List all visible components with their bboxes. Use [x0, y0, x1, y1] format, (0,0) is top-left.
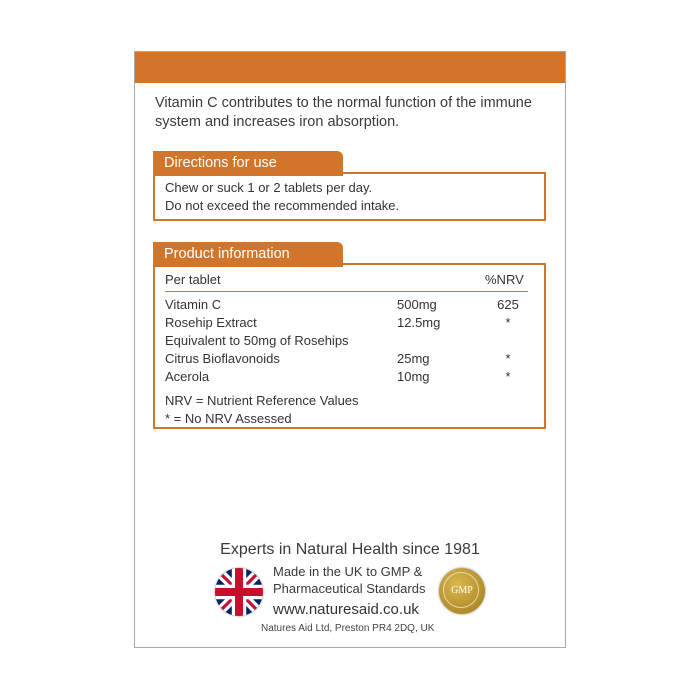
- header-per-tablet: Per tablet: [165, 272, 221, 287]
- made-line: Made in the UK to GMP &: [273, 564, 423, 579]
- table-row: [165, 332, 528, 350]
- note-line: * = No NRV Assessed: [165, 411, 292, 426]
- ingredient-name: Acerola: [165, 369, 210, 384]
- directions-body: [165, 179, 399, 215]
- ingredient-nrv: *: [505, 315, 511, 330]
- table-row: [165, 314, 528, 332]
- ingredient-name: Vitamin C: [165, 297, 222, 312]
- product-label-panel: [134, 51, 566, 648]
- table-notes: [165, 392, 528, 428]
- top-accent-bar: [135, 52, 565, 83]
- gmp-seal-label: GMP: [451, 585, 473, 596]
- ingredient-amount: 25mg: [397, 351, 430, 366]
- ingredient-amount: 10mg: [397, 369, 430, 384]
- ingredient-name: Citrus Bioflavonoids: [165, 351, 280, 366]
- table-row: [165, 368, 528, 386]
- ingredient-nrv: *: [505, 369, 511, 384]
- directions-section: [153, 155, 546, 221]
- intro-text: Vitamin C contributes to the normal function of the immune system and increases iron absorption.: [155, 95, 532, 130]
- directions-heading: Directions for use: [153, 151, 343, 176]
- table-header: [165, 271, 528, 292]
- product-info-heading: Product information: [153, 242, 343, 267]
- website-url: www.naturesaid.co.uk: [273, 601, 419, 618]
- gmp-seal-icon: [439, 568, 485, 614]
- ingredient-name: Equivalent to 50mg of Rosehips: [165, 333, 349, 348]
- company-address: Natures Aid Ltd, Preston PR4 2DQ, UK: [261, 623, 435, 634]
- nutrition-table: [165, 271, 528, 428]
- product-info-section: [153, 246, 546, 429]
- ingredient-amount: 500mg: [397, 297, 437, 312]
- table-row: [165, 296, 528, 314]
- made-line: Pharmaceutical Standards: [273, 581, 426, 596]
- note-line: NRV = Nutrient Reference Values: [165, 393, 359, 408]
- table-row: [165, 350, 528, 368]
- ingredient-amount: 12.5mg: [397, 315, 441, 330]
- uk-flag-icon: [215, 568, 263, 616]
- brand-tagline: Experts in Natural Health since 1981: [220, 541, 480, 558]
- header-nrv: %NRV: [485, 272, 524, 287]
- ingredient-name: Rosehip Extract: [165, 315, 257, 330]
- ingredient-nrv: *: [505, 351, 511, 366]
- ingredient-nrv: 625: [497, 297, 519, 312]
- directions-line: Do not exceed the recommended intake.: [165, 198, 400, 213]
- directions-line: Chew or suck 1 or 2 tablets per day.: [165, 180, 373, 195]
